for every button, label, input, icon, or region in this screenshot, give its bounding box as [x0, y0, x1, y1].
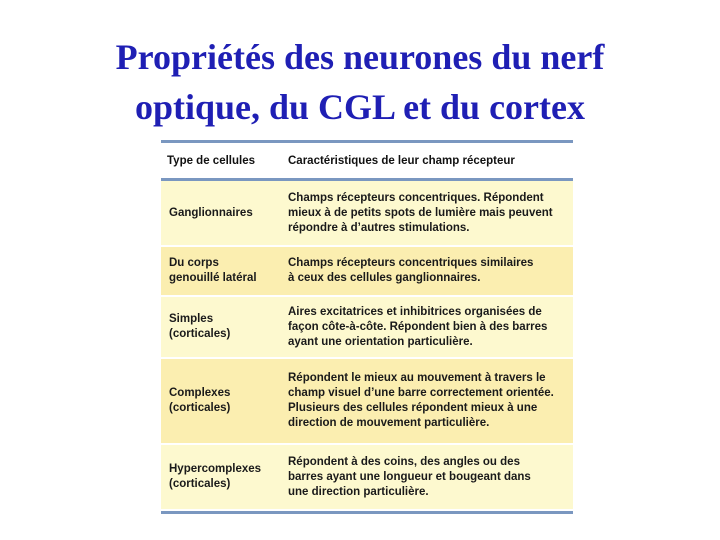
table-bottom-rule [161, 511, 573, 514]
header-cell-type: Type de cellules [167, 154, 255, 167]
cell-cell-type [161, 462, 288, 492]
cell-type-line: (corticales) [169, 402, 231, 414]
cell-type-line: Simples [169, 313, 214, 325]
header-cell-characteristics: Caractéristiques de leur champ récepteur [288, 154, 515, 167]
desc-line: façon côte-à-côte. Répondent bien à des barres [288, 320, 548, 333]
cell-characteristics [288, 455, 573, 500]
desc-line: direction de mouvement particulière. [288, 417, 490, 429]
cell-cell-type [161, 256, 288, 286]
cell-cell-type [161, 312, 288, 342]
cell-characteristics [288, 371, 573, 431]
desc-line: une direction particulière. [288, 485, 429, 498]
table-header-row [161, 143, 573, 178]
cell-type-line: Ganglionnaires [169, 206, 253, 219]
cell-characteristics [288, 305, 573, 350]
cell-type-line: genouillé latéral [169, 272, 257, 284]
cell-type-line: Du corps [169, 257, 219, 269]
desc-line: Répondent le mieux au mouvement à travers le [288, 372, 546, 384]
cell-characteristics [288, 191, 573, 236]
table-row [161, 359, 573, 445]
title-line-2: optique, du CGL et du cortex [134, 87, 586, 127]
slide-title [0, 32, 720, 132]
desc-line: Répondent à des coins, des angles ou des [288, 455, 520, 468]
table-row [161, 181, 573, 247]
desc-line: ayant une orientation particulière. [288, 335, 473, 348]
neuron-properties-table [161, 140, 573, 514]
cell-type-line: (corticales) [169, 328, 231, 340]
cell-characteristics [288, 256, 573, 286]
title-line-1: Propriétés des neurones du nerf [115, 37, 605, 77]
table-row [161, 247, 573, 297]
desc-line: Champs récepteurs concentriques similaires [288, 257, 534, 269]
cell-type-line: Hypercomplexes [169, 463, 262, 475]
desc-line: mieux à de petits spots de lumière mais peuvent [288, 206, 553, 219]
desc-line: Aires excitatrices et inhibitrices organisées de [288, 305, 542, 318]
cell-type-line: Complexes [169, 387, 231, 399]
cell-cell-type [161, 386, 288, 416]
desc-line: Plusieurs des cellules répondent mieux à une [288, 402, 538, 414]
table-row [161, 445, 573, 511]
table-row [161, 297, 573, 359]
cell-type-line: (corticales) [169, 478, 231, 490]
cell-cell-type [161, 206, 288, 221]
desc-line: répondre à d’autres stimulations. [288, 221, 470, 234]
desc-line: à ceux des cellules ganglionnaires. [288, 272, 481, 284]
desc-line: barres ayant une longueur et bougeant dans [288, 470, 531, 483]
desc-line: Champs récepteurs concentriques. Répondent [288, 191, 544, 204]
desc-line: champ visuel d’une barre correctement orientée. [288, 387, 554, 399]
